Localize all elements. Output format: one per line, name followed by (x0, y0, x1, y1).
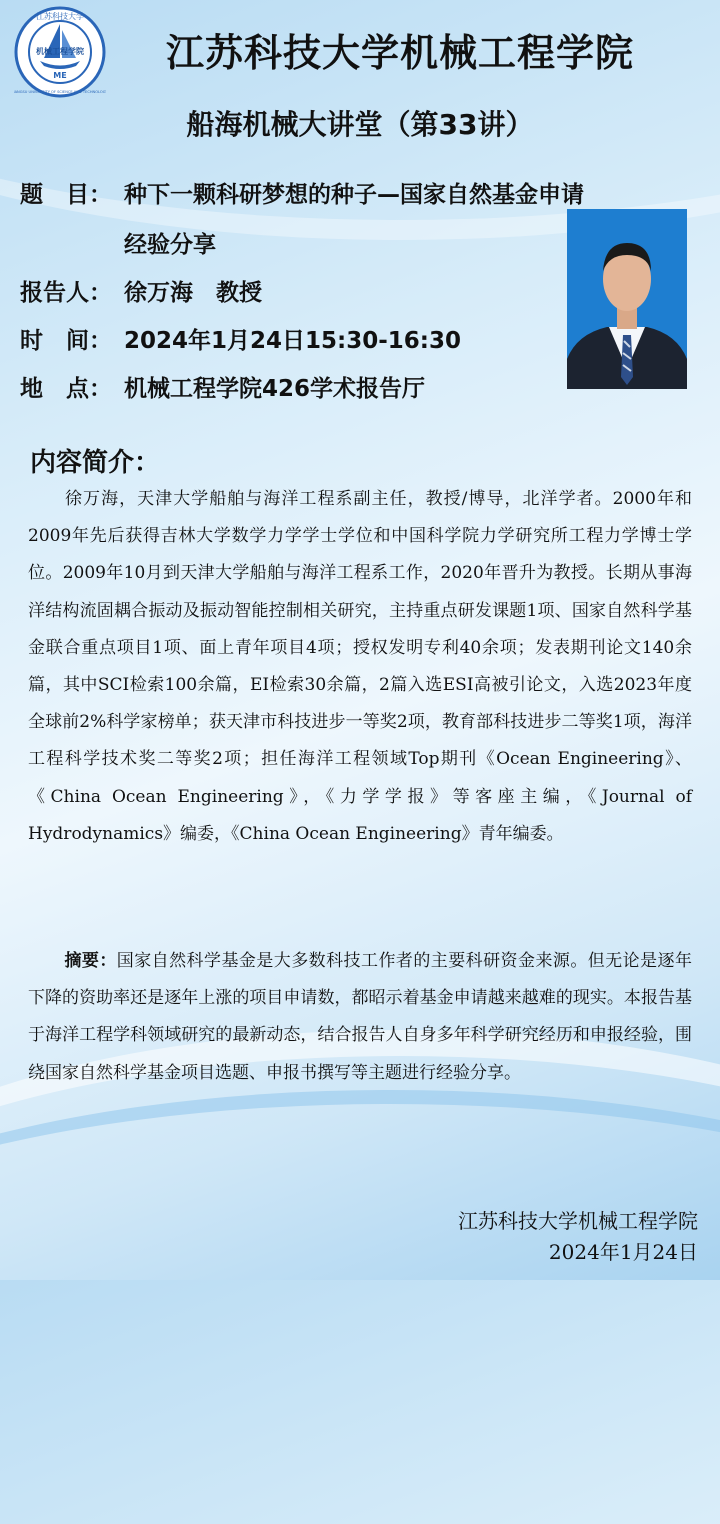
bio-paragraph (28, 481, 692, 853)
place-label: 地 点： (20, 376, 112, 402)
topic-value-line2: 经验分享 (124, 232, 216, 258)
decorative-swoosh-bottom-2 (0, 1090, 720, 1524)
abstract-text: 国家自然科学基金是大多数科技工作者的主要科研资金来源。但无论是逐年下降的资助率还是逐年上涨的项目申请数，都昭示着基金申请越来越难的现实。本报告基于海洋工程学科领域研究的最新动态，结合报告人自身多年科学研究经历和申报经验，围绕国家自然科学基金项目选题、申报书撰写等主题进行经验分享。 (28, 951, 693, 1083)
speaker-row (20, 274, 262, 307)
page-subtitle: 船海机械大讲堂（第33讲） (186, 108, 534, 141)
logo-ring-text: JIANGSU UNIVERSITY OF SCIENCE AND TECHNOLOGY (14, 90, 106, 94)
time-value: 2024年1月24日15:30-16:30 (124, 328, 461, 354)
speaker-value: 徐万海 教授 (124, 280, 262, 306)
time-row (20, 322, 461, 355)
footer-date: 2024年1月24日 (548, 1240, 698, 1264)
logo-name: 机械工程学院 (36, 47, 84, 56)
logo-badge: ME (53, 71, 67, 80)
place-row (20, 370, 425, 403)
place-value: 机械工程学院426学术报告厅 (124, 376, 426, 402)
time-label: 时 间： (20, 328, 112, 354)
logo-top-text: 江苏科技大学 (36, 12, 84, 21)
footer-org: 江苏科技大学机械工程学院 (458, 1209, 698, 1233)
university-logo (14, 6, 106, 98)
speaker-label: 报告人： (20, 280, 112, 306)
page-title: 江苏科技大学机械工程学院 (165, 31, 634, 75)
intro-heading: 内容简介： (30, 448, 161, 478)
bio-text: 徐万海，天津大学船舶与海洋工程系副主任，教授/博导，北洋学者。2000年和2009年先后获得吉林大学数学力学学士学位和中国科学院力学研究所工程力学博士学位。2009年10月到天津大学船舶与海洋工程系工作，2020年晋升为教授。长期从事海洋结构流固耦合振动及振动智能控制相关研究，主持重点研发课题1项、国家自然科学基金联合重点项目1项、面上青年项目4项；授权发明专利40余项；发表期刊论文140余篇，其中SCI检索100余篇，EI检索30余篇，2篇入选ESI高被引论文，入选2023年度全球前2%科学家榜单；获天津市科技进步一等奖2项，教育部科技进步二等奖1项，海洋工程科学技术奖二等奖2项；担任海洋工程领域Top期刊《Ocean Engineering》、《China Ocean Engineering》，《力学学报》等客座主编，《Journal of Hydrodynamics》编委，《China Ocean Engineering》青年编委。 (28, 489, 692, 844)
speaker-photo (567, 209, 687, 389)
abstract-paragraph (28, 943, 692, 1092)
topic-value-line1: 种下一颗科研梦想的种子—国家自然基金申请 (124, 182, 584, 208)
topic-label: 题 目： (20, 182, 112, 208)
topic-row (20, 176, 584, 209)
abstract-label: 摘要： (64, 951, 117, 971)
